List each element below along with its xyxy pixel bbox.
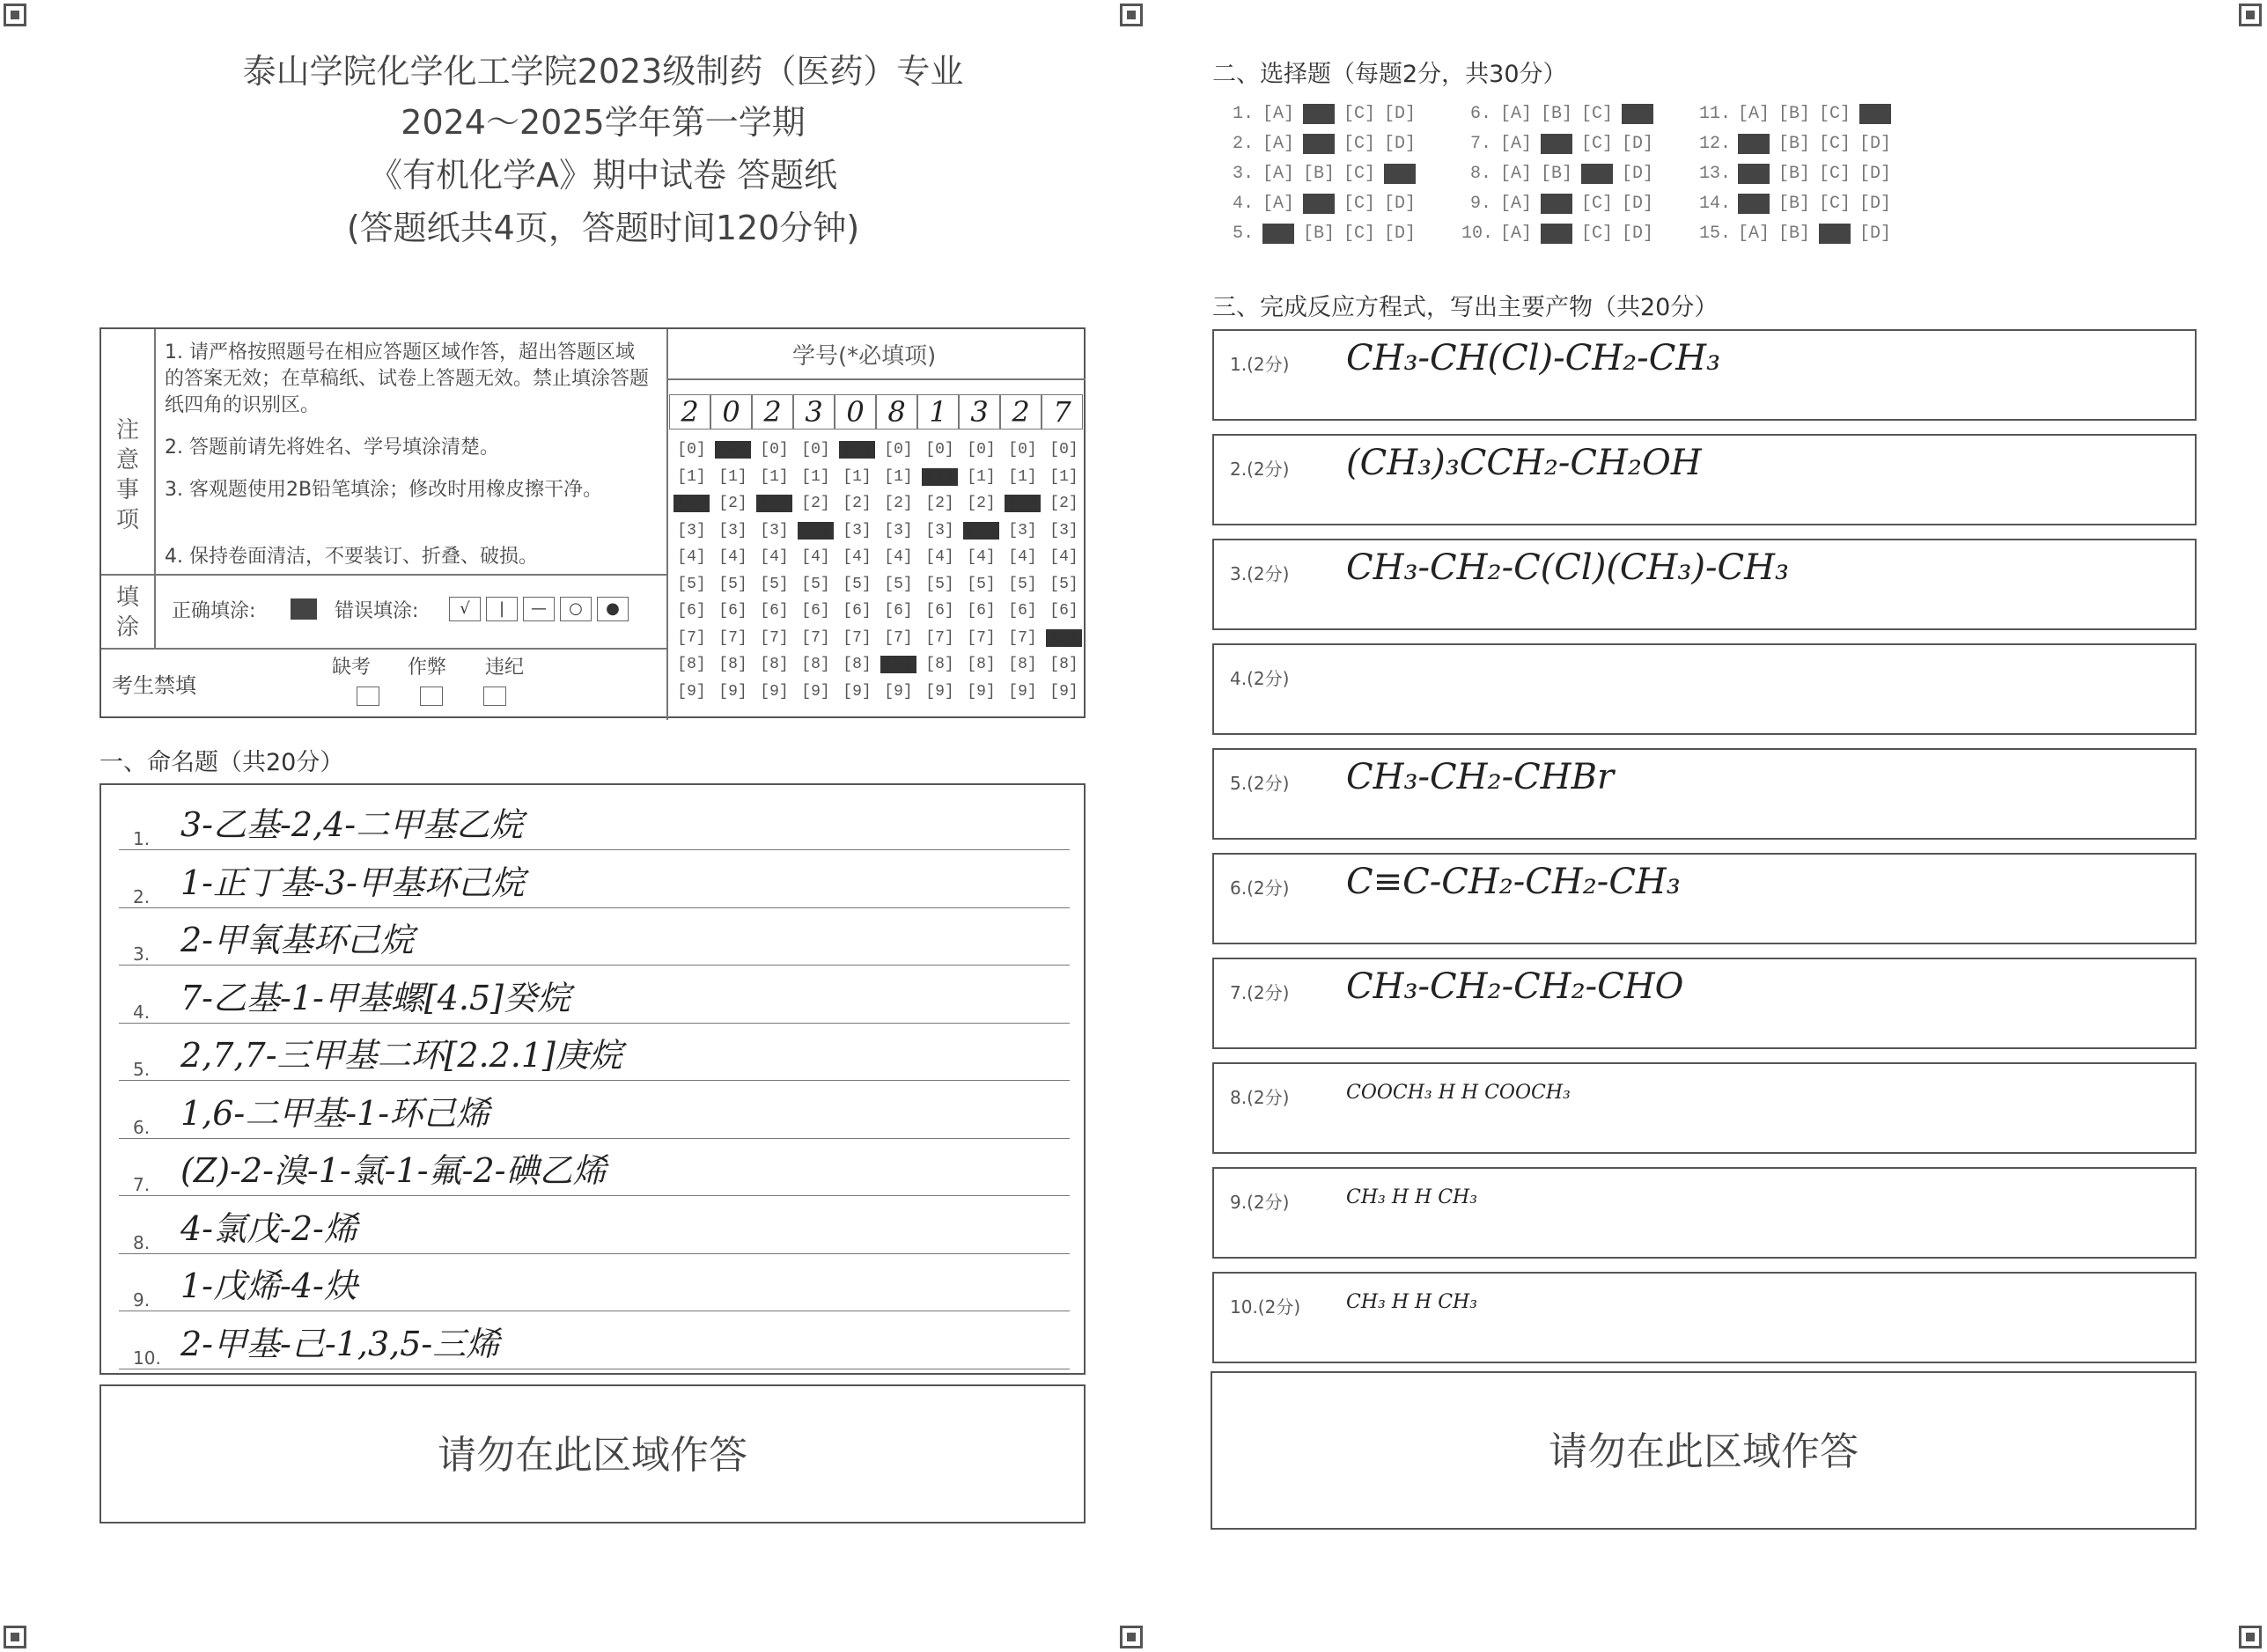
student-id-bubble-row [671, 492, 1085, 515]
header-line-1: 泰山学院化学化工学院2023级制药（医药）专业 [242, 52, 964, 91]
student-id-bubble[interactable]: [8] [718, 656, 747, 673]
student-id-bubble[interactable]: [1] [1049, 467, 1078, 486]
mc-option-c[interactable]: [C] [1343, 164, 1376, 184]
correct-fill-label: 正确填涂: [172, 600, 256, 622]
student-id-bubble[interactable]: [3] [760, 521, 789, 540]
handwritten-answer: 4-氯戊-2-烯 [180, 1208, 357, 1248]
mc-question: 9. [A] [B] [C] [D] [1469, 194, 1654, 214]
student-id-bubble[interactable]: [2] [1002, 492, 1043, 515]
student-id-bubble[interactable]: [1] [967, 467, 996, 486]
reaction-number: 8.(2分) [1230, 1087, 1290, 1108]
answer-number: 7. [133, 1174, 151, 1195]
mc-option-d[interactable]: [D] [1859, 134, 1892, 154]
wrong-fill-samples: √ | — ○ ● [449, 597, 629, 621]
student-id-bubble[interactable]: [8] [677, 656, 706, 673]
reaction-number: 1.(2分) [1230, 354, 1290, 375]
naming-answer-line [119, 850, 1070, 908]
corner-mark-top-center [1120, 4, 1143, 26]
student-id-bubble[interactable]: [2] [754, 492, 795, 515]
reaction-number: 3.(2分) [1230, 563, 1290, 584]
reaction-number: 4.(2分) [1230, 668, 1290, 689]
student-id-bubble[interactable]: [9] [1008, 682, 1037, 701]
section3-heading: 三、完成反应方程式，写出主要产物（共20分） [1212, 294, 1719, 321]
mc-option-d[interactable]: [D] [1384, 134, 1417, 154]
mc-option-b[interactable]: [B] [1778, 164, 1811, 184]
mc-option-c[interactable]: [C] [1819, 194, 1851, 214]
reaction-answer-box [1212, 539, 2197, 630]
reaction-number: 2.(2分) [1230, 459, 1290, 480]
student-id-bubble[interactable]: [4] [925, 548, 954, 566]
student-id-bubble[interactable]: [9] [718, 682, 747, 701]
naming-answer-line [119, 1138, 1070, 1196]
student-id-bubble[interactable]: [6] [677, 602, 706, 620]
mc-option-d[interactable]: [D] [1384, 194, 1417, 214]
student-id-bubble[interactable]: [6] [1049, 602, 1078, 620]
mc-option-d[interactable]: [D] [1622, 164, 1654, 184]
student-id-bubble[interactable]: [6] [1008, 602, 1037, 620]
handwritten-answer: 2,7,7-三甲基二环[2.2.1]庚烷 [180, 1036, 622, 1075]
handwritten-product: COOCH₃ H H COOCH₃ [1346, 1082, 1571, 1104]
student-id-bubble[interactable]: [3] [795, 519, 836, 542]
naming-answer-line [119, 1196, 1070, 1254]
student-id-bubble[interactable]: [6] [925, 602, 954, 620]
student-id-bubble[interactable]: [3] [843, 521, 872, 540]
violation-label: 违纪 [485, 657, 525, 679]
no-answer-zone-right: 请勿在此区域作答 [1211, 1371, 2197, 1530]
student-id-bubble[interactable]: [6] [760, 602, 789, 620]
reaction-number: 5.(2分) [1230, 773, 1290, 794]
student-id-bubble[interactable]: [6] [718, 602, 747, 620]
wrong-fill-label: 错误填涂: [335, 600, 419, 622]
student-id-bubble[interactable]: [6] [801, 602, 830, 620]
answer-number: 8. [133, 1231, 151, 1253]
mc-option-b[interactable]: [B] [1541, 134, 1573, 154]
student-id-bubble[interactable]: [0] [712, 438, 754, 461]
student-id-bubble[interactable]: [4] [801, 548, 830, 566]
mc-option-d[interactable]: [D] [1384, 224, 1417, 244]
student-id-bubble-row [671, 466, 1085, 488]
reaction-number: 7.(2分) [1230, 982, 1290, 1003]
mc-question: 11. [A] [B] [C] [D] [1699, 104, 1892, 124]
mc-option-d[interactable]: [D] [1622, 134, 1654, 154]
student-id-bubble[interactable]: [4] [760, 548, 789, 566]
naming-answer-line [119, 966, 1070, 1024]
student-id-bubble[interactable]: [8] [1008, 656, 1037, 673]
handwritten-product: CH₃-CH₂-CHBr [1346, 757, 1615, 797]
student-id-digit: 2 [669, 394, 710, 430]
student-id-bubble-row [671, 519, 1085, 542]
student-id-bubble[interactable]: [0] [967, 441, 996, 459]
handwritten-product: C≡C-CH₂-CH₂-CH₃ [1346, 862, 1681, 902]
student-id-bubble[interactable]: [1] [1008, 467, 1037, 486]
student-id-bubble[interactable]: [9] [967, 682, 996, 701]
student-id-bubble[interactable]: [8] [760, 656, 789, 673]
notice-label: 注 意 事 项 [115, 417, 139, 533]
mc-option-b[interactable]: [B] [1778, 224, 1811, 244]
absent-label: 缺考 [332, 657, 372, 679]
reaction-answer-box [1212, 853, 2197, 944]
handwritten-answer: 3-乙基-2,4-二甲基乙烷 [180, 805, 524, 844]
mc-option-c[interactable]: [C] [1343, 194, 1376, 214]
mc-option-b[interactable]: [B] [1303, 224, 1336, 244]
student-id-bubble[interactable]: [7] [967, 628, 996, 647]
student-id-bubble[interactable]: [0] [1008, 441, 1037, 459]
student-id-digit: 3 [959, 394, 1000, 430]
answer-number: 5. [133, 1059, 151, 1080]
mc-option-c[interactable]: [C] [1343, 104, 1376, 124]
mc-option-c[interactable]: [C] [1581, 134, 1614, 154]
mc-question: 12. [A] [B] [C] [D] [1699, 134, 1892, 154]
student-id-bubble[interactable]: [7] [1008, 628, 1037, 647]
mc-option-a[interactable]: [A] [1500, 134, 1533, 154]
cheating-checkbox[interactable] [420, 686, 443, 706]
mc-option-b[interactable]: [B] [1303, 104, 1336, 124]
student-id-bubble[interactable]: [3] [925, 521, 954, 540]
mc-option-a[interactable]: [A] [1262, 134, 1295, 154]
mc-option-a[interactable]: [A] [1738, 164, 1770, 184]
reaction-answer-box [1212, 748, 2197, 840]
student-id-title: 学号(*必填项) [792, 343, 937, 370]
student-id-bubble[interactable]: [8] [801, 656, 830, 673]
answer-number: 1. [133, 828, 151, 849]
student-id-bubble[interactable]: [7] [843, 628, 872, 647]
student-id-bubble[interactable]: [2] [718, 495, 747, 512]
student-id-bubble[interactable]: [7] [760, 628, 789, 647]
student-id-bubble[interactable]: [4] [1049, 548, 1078, 566]
handwritten-answer: 2-甲基-己-1,3,5-三烯 [180, 1324, 500, 1363]
mc-option-d[interactable]: [D] [1859, 194, 1892, 214]
student-id-bubble[interactable]: [4] [884, 548, 913, 566]
student-id-bubble[interactable]: [1] [843, 467, 872, 486]
student-id-bubble[interactable]: [5] [1008, 575, 1037, 593]
reaction-answer-box [1212, 958, 2197, 1049]
student-id-bubble[interactable]: [5] [677, 575, 706, 593]
student-id-bubble[interactable]: [5] [967, 575, 996, 593]
mc-option-c[interactable]: [C] [1581, 104, 1614, 124]
student-id-bubble[interactable]: [6] [843, 602, 872, 620]
student-id-bubble[interactable]: [0] [1049, 441, 1078, 459]
reaction-answer-box [1212, 1167, 2197, 1259]
student-id-bubble[interactable]: [1] [919, 466, 961, 488]
student-id-bubble[interactable]: [0] [801, 441, 830, 459]
student-id-digit: 2 [752, 394, 793, 430]
correct-fill-sample [291, 598, 317, 620]
naming-answer-line [119, 1081, 1070, 1139]
reaction-answer-box [1212, 1272, 2197, 1363]
mc-option-d[interactable]: [D] [1622, 194, 1654, 214]
mc-option-a[interactable]: [A] [1262, 164, 1295, 184]
reaction-number: 9.(2分) [1230, 1192, 1290, 1213]
fill-label: 填 涂 [115, 584, 139, 641]
student-id-bubble[interactable]: [4] [677, 548, 706, 566]
student-id-bubble[interactable]: [9] [843, 682, 872, 701]
mc-question: 7. [A] [B] [C] [D] [1469, 134, 1654, 154]
student-id-bubble-row [671, 680, 1085, 703]
student-id-bubble[interactable]: [0] [925, 441, 954, 459]
mc-option-d[interactable]: [D] [1622, 104, 1654, 124]
student-id-bubble[interactable]: [3] [677, 521, 706, 540]
header-line-3: 《有机化学A》期中试卷 答题纸 [368, 156, 838, 195]
naming-answer-line [119, 907, 1070, 966]
mc-option-d[interactable]: [D] [1384, 164, 1417, 184]
student-id-bubble-row [671, 546, 1085, 569]
student-id-bubble[interactable]: [6] [884, 602, 913, 620]
student-id-bubble[interactable]: [9] [1049, 682, 1078, 701]
mc-option-a[interactable]: [A] [1738, 104, 1770, 124]
mc-option-a[interactable]: [A] [1500, 224, 1533, 244]
student-id-bubble[interactable]: [5] [760, 575, 789, 593]
mc-option-d[interactable]: [D] [1859, 164, 1892, 184]
student-id-bubble[interactable]: [3] [1008, 521, 1037, 540]
student-id-bubble[interactable]: [7] [677, 628, 706, 647]
reaction-number: 10.(2分) [1230, 1296, 1301, 1318]
handwritten-answer: 1-戊烯-4-炔 [180, 1267, 357, 1305]
student-id-bubble[interactable]: [7] [884, 628, 913, 647]
mc-option-c[interactable]: [C] [1581, 164, 1614, 184]
header-line-4: (答题纸共4页，答题时间120分钟) [346, 209, 860, 247]
student-id-bubble[interactable]: [5] [801, 575, 830, 593]
naming-answer-box [99, 783, 1086, 1375]
student-id-bubble[interactable]: [8] [925, 656, 954, 673]
student-id-bubble[interactable]: [8] [843, 656, 872, 673]
answer-number: 6. [133, 1116, 151, 1138]
student-id-bubble[interactable]: [1] [884, 467, 913, 486]
answer-number: 9. [133, 1289, 151, 1311]
violation-checkbox[interactable] [483, 686, 506, 706]
student-id-bubble[interactable]: [2] [671, 492, 712, 515]
student-id-bubble[interactable]: [1] [718, 467, 747, 486]
mc-option-c[interactable]: [C] [1581, 224, 1614, 244]
student-id-bubble[interactable]: [3] [1049, 521, 1078, 540]
mc-option-b[interactable]: [B] [1541, 164, 1573, 184]
student-id-bubble[interactable]: [7] [925, 628, 954, 647]
student-id-bubble[interactable]: [9] [760, 682, 789, 701]
student-id-bubble[interactable]: [5] [718, 575, 747, 593]
handwritten-product: CH₃ H H CH₃ [1346, 1186, 1478, 1208]
student-id-bubble[interactable]: [2] [884, 495, 913, 512]
student-id-bubble-row [671, 599, 1085, 622]
mc-option-a[interactable]: [A] [1500, 164, 1533, 184]
mc-option-c[interactable]: [C] [1343, 134, 1376, 154]
reaction-number: 6.(2分) [1230, 877, 1290, 899]
mc-question: 15. [A] [B] [C] [D] [1699, 224, 1892, 244]
student-id-bubble[interactable]: [0] [836, 438, 878, 461]
student-id-bubble[interactable]: [5] [1049, 575, 1078, 593]
corner-mark-top-left [4, 4, 26, 26]
student-id-bubble[interactable]: [9] [801, 682, 830, 701]
mc-option-d[interactable]: [D] [1859, 104, 1892, 124]
corner-mark-bottom-right [2239, 1626, 2262, 1648]
student-id-digit: 1 [917, 394, 959, 430]
mc-option-a[interactable]: [A] [1262, 224, 1295, 244]
student-id-bubble[interactable]: [2] [843, 495, 872, 512]
mc-option-b[interactable]: [B] [1778, 134, 1811, 154]
handwritten-answer: (Z)-2-溴-1-氯-1-氟-2-碘乙烯 [180, 1151, 607, 1190]
student-id-bubble[interactable]: [0] [677, 441, 706, 459]
mc-option-a[interactable]: [A] [1500, 104, 1533, 124]
handwritten-product: CH₃-CH₂-C(Cl)(CH₃)-CH₃ [1346, 547, 1790, 588]
naming-answer-line [119, 1023, 1070, 1081]
mc-option-b[interactable]: [B] [1541, 194, 1573, 214]
student-id-digit: 3 [793, 394, 835, 430]
cheating-label: 作弊 [408, 657, 447, 679]
mc-question: 10. [A] [B] [C] [D] [1461, 224, 1654, 244]
student-id-bubble[interactable]: [9] [677, 682, 706, 701]
student-id-bubble[interactable]: [8] [1049, 656, 1078, 673]
corner-mark-top-right [2239, 4, 2262, 26]
reaction-answer-box [1212, 329, 2197, 421]
student-id-bubble[interactable]: [4] [1008, 548, 1037, 566]
student-id-bubble[interactable]: [1] [677, 467, 706, 486]
student-id-digit: 0 [710, 394, 752, 430]
handwritten-product: CH₃ H H CH₃ [1346, 1291, 1478, 1313]
mc-option-a[interactable]: [A] [1262, 194, 1295, 214]
student-id-bubble[interactable]: [4] [718, 548, 747, 566]
mc-option-c[interactable]: [C] [1819, 134, 1851, 154]
student-id-bubble[interactable]: [3] [961, 519, 1002, 542]
reaction-answer-box [1212, 434, 2197, 525]
mc-option-b[interactable]: [B] [1541, 224, 1573, 244]
answer-number: 3. [133, 943, 151, 965]
mc-option-a[interactable]: [A] [1738, 194, 1770, 214]
corner-mark-bottom-left [4, 1626, 26, 1648]
student-id-bubble[interactable]: [7] [718, 628, 747, 647]
header-line-2: 2024～2025学年第一学期 [401, 103, 806, 142]
handwritten-answer: 1-正丁基-3-甲基环己烷 [180, 863, 525, 902]
handwritten-product: CH₃-CH(Cl)-CH₂-CH₃ [1346, 338, 1721, 378]
mc-option-c[interactable]: [C] [1819, 224, 1851, 244]
answer-number: 10. [133, 1347, 161, 1369]
student-id-bubble-row [671, 438, 1085, 461]
rule-3: 3. 客观题使用2B铅笔填涂；修改时用橡皮擦干净。 [165, 479, 603, 501]
student-id-bubble[interactable]: [2] [801, 495, 830, 512]
mc-option-a[interactable]: [A] [1500, 194, 1533, 214]
mc-option-b[interactable]: [B] [1778, 104, 1811, 124]
naming-answer-line [119, 792, 1070, 850]
student-id-bubble[interactable]: [9] [925, 682, 954, 701]
reaction-answer-box [1212, 643, 2197, 735]
handwritten-product: (CH₃)₃CCH₂-CH₂OH [1346, 443, 1702, 483]
student-id-bubble[interactable]: [0] [884, 441, 913, 459]
student-id-bubble[interactable]: [5] [884, 575, 913, 593]
student-id-bubble[interactable]: [3] [718, 521, 747, 540]
student-id-bubble[interactable]: [1] [801, 467, 830, 486]
student-id-bubble[interactable]: [4] [843, 548, 872, 566]
student-id-bubble[interactable]: [8] [878, 653, 919, 676]
student-id-bubble[interactable]: [7] [1043, 627, 1085, 650]
mc-question: 6. [A] [B] [C] [D] [1469, 104, 1654, 124]
mc-option-a[interactable]: [A] [1262, 104, 1295, 124]
naming-answer-line [119, 1253, 1070, 1311]
mc-question: 4. [A] [B] [C] [D] [1232, 194, 1417, 214]
mc-option-c[interactable]: [C] [1819, 104, 1851, 124]
student-id-bubble-row [671, 627, 1085, 650]
absent-checkbox[interactable] [357, 686, 379, 706]
student-id-bubble[interactable]: [9] [884, 682, 913, 701]
mc-option-b[interactable]: [B] [1303, 194, 1336, 214]
mc-question: 13. [A] [B] [C] [D] [1699, 164, 1892, 184]
examiner-label: 考生禁填 [112, 673, 196, 698]
handwritten-product: CH₃-CH₂-CH₂-CHO [1346, 966, 1684, 1007]
student-id-digits [669, 394, 1083, 430]
reaction-answer-box [1212, 1062, 2197, 1154]
handwritten-answer: 1,6-二甲基-1-环己烯 [180, 1093, 490, 1133]
mc-option-c[interactable]: [C] [1343, 224, 1376, 244]
student-id-bubble[interactable]: [8] [967, 656, 996, 673]
student-id-bubble[interactable]: [5] [843, 575, 872, 593]
mc-option-b[interactable]: [B] [1778, 194, 1811, 214]
student-id-bubble-row [671, 653, 1085, 676]
student-id-digit: 8 [876, 394, 917, 430]
mc-question: 5. [A] [B] [C] [D] [1232, 224, 1417, 244]
student-id-bubble[interactable]: [1] [760, 467, 789, 486]
student-id-digit: 7 [1041, 394, 1083, 430]
mc-option-d[interactable]: [D] [1859, 224, 1892, 244]
section2-heading: 二、选择题（每题2分，共30分） [1212, 61, 1567, 88]
mc-option-c[interactable]: [C] [1819, 164, 1851, 184]
naming-answer-line [119, 1311, 1070, 1369]
mc-question: 3. [A] [B] [C] [D] [1232, 164, 1417, 184]
mc-option-d[interactable]: [D] [1622, 224, 1654, 244]
student-id-bubble[interactable]: [2] [925, 495, 954, 512]
student-id-bubble[interactable]: [5] [925, 575, 954, 593]
no-answer-zone-left: 请勿在此区域作答 [99, 1384, 1086, 1524]
mc-question: 14. [A] [B] [C] [D] [1699, 194, 1892, 214]
rule-1: 1. 请严格按照题号在相应答题区域作答，超出答题区域的答案无效；在草稿纸、试卷上答题无效。禁止填涂答题纸四角的识别区。 [165, 341, 650, 416]
student-id-digit: 0 [835, 394, 876, 430]
corner-mark-bottom-center [1120, 1626, 1143, 1648]
student-id-bubble[interactable]: [6] [967, 602, 996, 620]
student-id-digit: 2 [1000, 394, 1041, 430]
mc-question: 1. [A] [B] [C] [D] [1232, 104, 1417, 124]
mc-option-a[interactable]: [A] [1738, 134, 1770, 154]
mc-option-a[interactable]: [A] [1738, 224, 1770, 244]
student-id-bubble[interactable]: [2] [1049, 495, 1078, 512]
handwritten-answer: 7-乙基-1-甲基螺[4.5]癸烷 [180, 978, 570, 1017]
section1-heading: 一、命名题（共20分） [99, 749, 344, 776]
student-id-bubble-row [671, 573, 1085, 596]
handwritten-answer: 2-甲氧基环己烷 [180, 921, 415, 959]
answer-number: 2. [133, 885, 151, 907]
mc-option-b[interactable]: [B] [1303, 134, 1336, 154]
mc-question: 8. [A] [B] [C] [D] [1469, 164, 1654, 184]
student-id-bubble[interactable]: [2] [967, 495, 996, 512]
mc-option-d[interactable]: [D] [1384, 104, 1417, 124]
mc-option-b[interactable]: [B] [1541, 104, 1573, 124]
mc-option-b[interactable]: [B] [1303, 164, 1336, 184]
student-id-bubble[interactable]: [0] [760, 441, 789, 459]
mc-option-c[interactable]: [C] [1581, 194, 1614, 214]
rule-4: 4. 保持卷面清洁，不要装订、折叠、破损。 [165, 546, 538, 568]
student-id-bubble[interactable]: [4] [967, 548, 996, 566]
student-id-bubble[interactable]: [3] [884, 521, 913, 540]
rule-2: 2. 答题前请先将姓名、学号填涂清楚。 [165, 437, 499, 459]
student-id-bubble[interactable]: [7] [801, 628, 830, 647]
mc-question: 2. [A] [B] [C] [D] [1232, 134, 1417, 154]
answer-number: 4. [133, 1001, 151, 1023]
